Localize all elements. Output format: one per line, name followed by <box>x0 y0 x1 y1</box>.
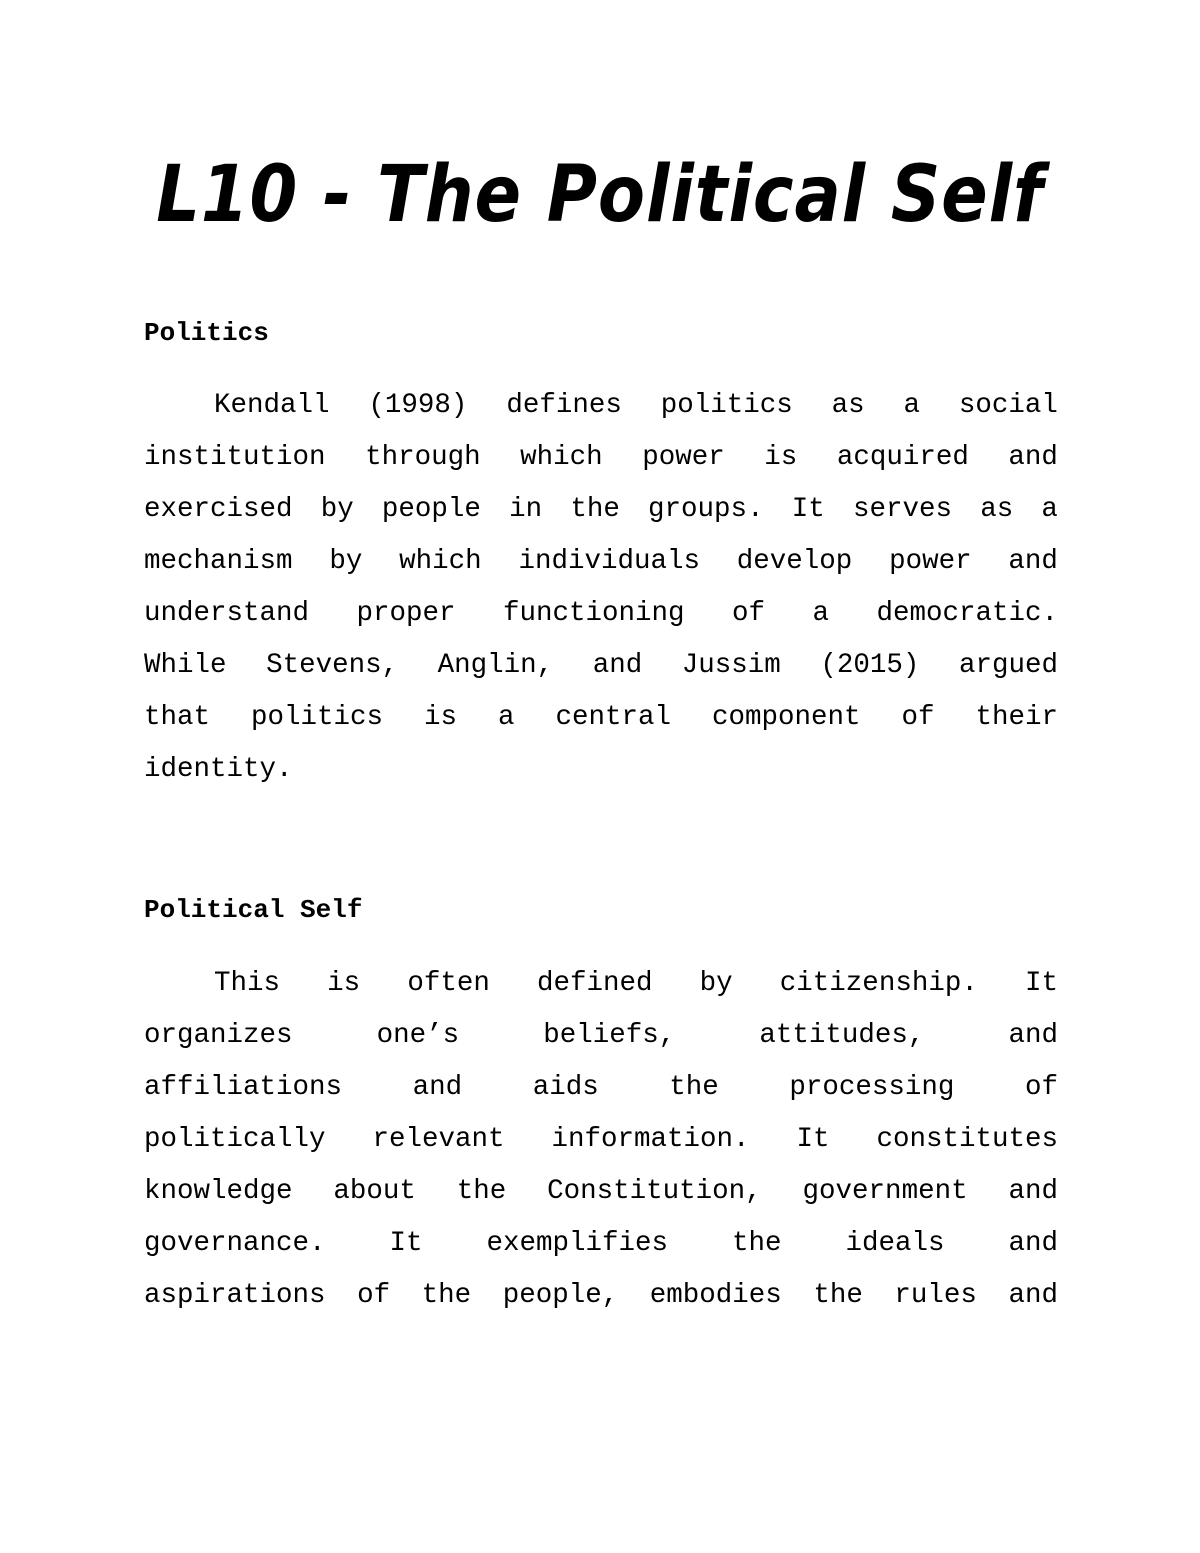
word: that <box>144 702 211 733</box>
word: through <box>365 442 481 473</box>
paragraph-politics <box>144 380 1058 796</box>
paragraph-line <box>144 1062 1058 1114</box>
word: of <box>1024 1072 1058 1103</box>
word: by <box>699 968 733 999</box>
word: acquired <box>836 442 969 473</box>
word: a <box>497 702 515 733</box>
paragraph-line <box>144 1218 1058 1270</box>
word: in <box>509 494 543 525</box>
word: (1998) <box>368 390 468 421</box>
paragraph-line <box>144 1010 1058 1062</box>
word: exemplifies <box>486 1228 669 1259</box>
word: and <box>1008 1176 1058 1207</box>
word: people, <box>502 1280 619 1311</box>
word: aids <box>532 1072 599 1103</box>
word: component <box>711 702 861 733</box>
word: governance. <box>144 1228 326 1259</box>
section-heading-politics: Politics <box>144 318 269 348</box>
paragraph-line <box>144 692 1058 744</box>
word: the <box>813 1280 863 1311</box>
word: and <box>1008 442 1058 473</box>
word: is <box>423 702 457 733</box>
word: ideals <box>845 1228 945 1259</box>
word: which <box>520 442 603 473</box>
word: by <box>320 494 354 525</box>
word: exercised <box>144 494 293 525</box>
section-heading-political-self: Political Self <box>144 895 363 925</box>
word: Constitution, <box>547 1176 762 1207</box>
word: information. <box>551 1124 750 1155</box>
word: understand <box>144 598 310 629</box>
word: relevant <box>372 1124 505 1155</box>
word: Stevens, <box>266 650 399 681</box>
word: processing <box>789 1072 955 1103</box>
word: It <box>791 494 825 525</box>
word: politics <box>250 702 384 733</box>
word: institution <box>144 442 326 473</box>
word: is <box>764 442 798 473</box>
word: of <box>732 598 766 629</box>
word: organizes <box>144 1020 293 1051</box>
word: Anglin, <box>437 650 554 681</box>
paragraph-line <box>144 536 1058 588</box>
word: identity. <box>144 754 293 785</box>
word: often <box>407 968 490 999</box>
word: and <box>1008 1020 1058 1051</box>
word: people <box>381 494 481 525</box>
word: defines <box>506 390 622 421</box>
word: politics <box>660 390 793 421</box>
word: and <box>1008 546 1058 577</box>
word: as <box>980 494 1014 525</box>
word: a <box>1041 494 1058 525</box>
word: serves <box>852 494 952 525</box>
word: It <box>796 1124 830 1155</box>
word: of <box>901 702 935 733</box>
word: defined <box>536 968 653 999</box>
word: of <box>357 1280 391 1311</box>
word: and <box>1008 1280 1058 1311</box>
word: central <box>555 702 671 733</box>
word: a <box>903 390 921 421</box>
word: affiliations <box>144 1072 343 1103</box>
word: and <box>412 1072 463 1103</box>
paragraph-line <box>144 380 1058 432</box>
word: and <box>592 650 643 681</box>
word: This <box>214 968 281 999</box>
word: power <box>889 546 972 577</box>
word: argued <box>958 650 1058 681</box>
paragraph-line <box>144 1166 1058 1218</box>
paragraph-line <box>144 640 1058 692</box>
word: (2015) <box>820 650 920 681</box>
word: the <box>421 1280 472 1311</box>
word: and <box>1008 1228 1058 1259</box>
paragraph-line <box>144 432 1058 484</box>
word: is <box>327 968 361 999</box>
word: their <box>975 702 1058 733</box>
word: Kendall <box>214 390 330 421</box>
paragraph-line <box>144 1114 1058 1166</box>
word: the <box>570 494 620 525</box>
paragraph-line <box>144 1270 1058 1322</box>
paragraph-line <box>144 588 1058 640</box>
paragraph-political-self <box>144 958 1058 1322</box>
word: power <box>642 442 725 473</box>
paragraph-line <box>144 484 1058 536</box>
word: about <box>333 1176 416 1207</box>
word: the <box>456 1176 507 1207</box>
word: the <box>669 1072 719 1103</box>
word: Jussim <box>681 650 781 681</box>
page-title: L10 - The Political Self <box>156 150 1044 240</box>
word: develop <box>736 546 853 577</box>
paragraph-line <box>144 744 1058 796</box>
word: the <box>731 1228 782 1259</box>
word: social <box>958 390 1058 421</box>
word: It <box>389 1228 423 1259</box>
word: functioning <box>503 598 685 629</box>
word: constitutes <box>876 1124 1058 1155</box>
word: government <box>802 1176 968 1207</box>
word: politically <box>144 1124 326 1155</box>
word: It <box>1024 968 1058 999</box>
word: mechanism <box>144 546 293 577</box>
word: as <box>831 390 865 421</box>
word: knowledge <box>144 1176 293 1207</box>
word: aspirations <box>144 1280 326 1311</box>
word: While <box>144 650 227 681</box>
word: groups. <box>648 494 764 525</box>
word: attitudes, <box>759 1020 925 1051</box>
word: which <box>399 546 482 577</box>
word: by <box>329 546 363 577</box>
word: a <box>812 598 829 629</box>
word: embodies <box>649 1280 782 1311</box>
word: rules <box>894 1280 977 1311</box>
word: proper <box>356 598 456 629</box>
word: beliefs, <box>543 1020 676 1051</box>
word: individuals <box>518 546 700 577</box>
word: citizenship. <box>779 968 978 999</box>
paragraph-line <box>144 958 1058 1010</box>
word: one’s <box>376 1020 460 1051</box>
word: democratic. <box>876 598 1058 629</box>
